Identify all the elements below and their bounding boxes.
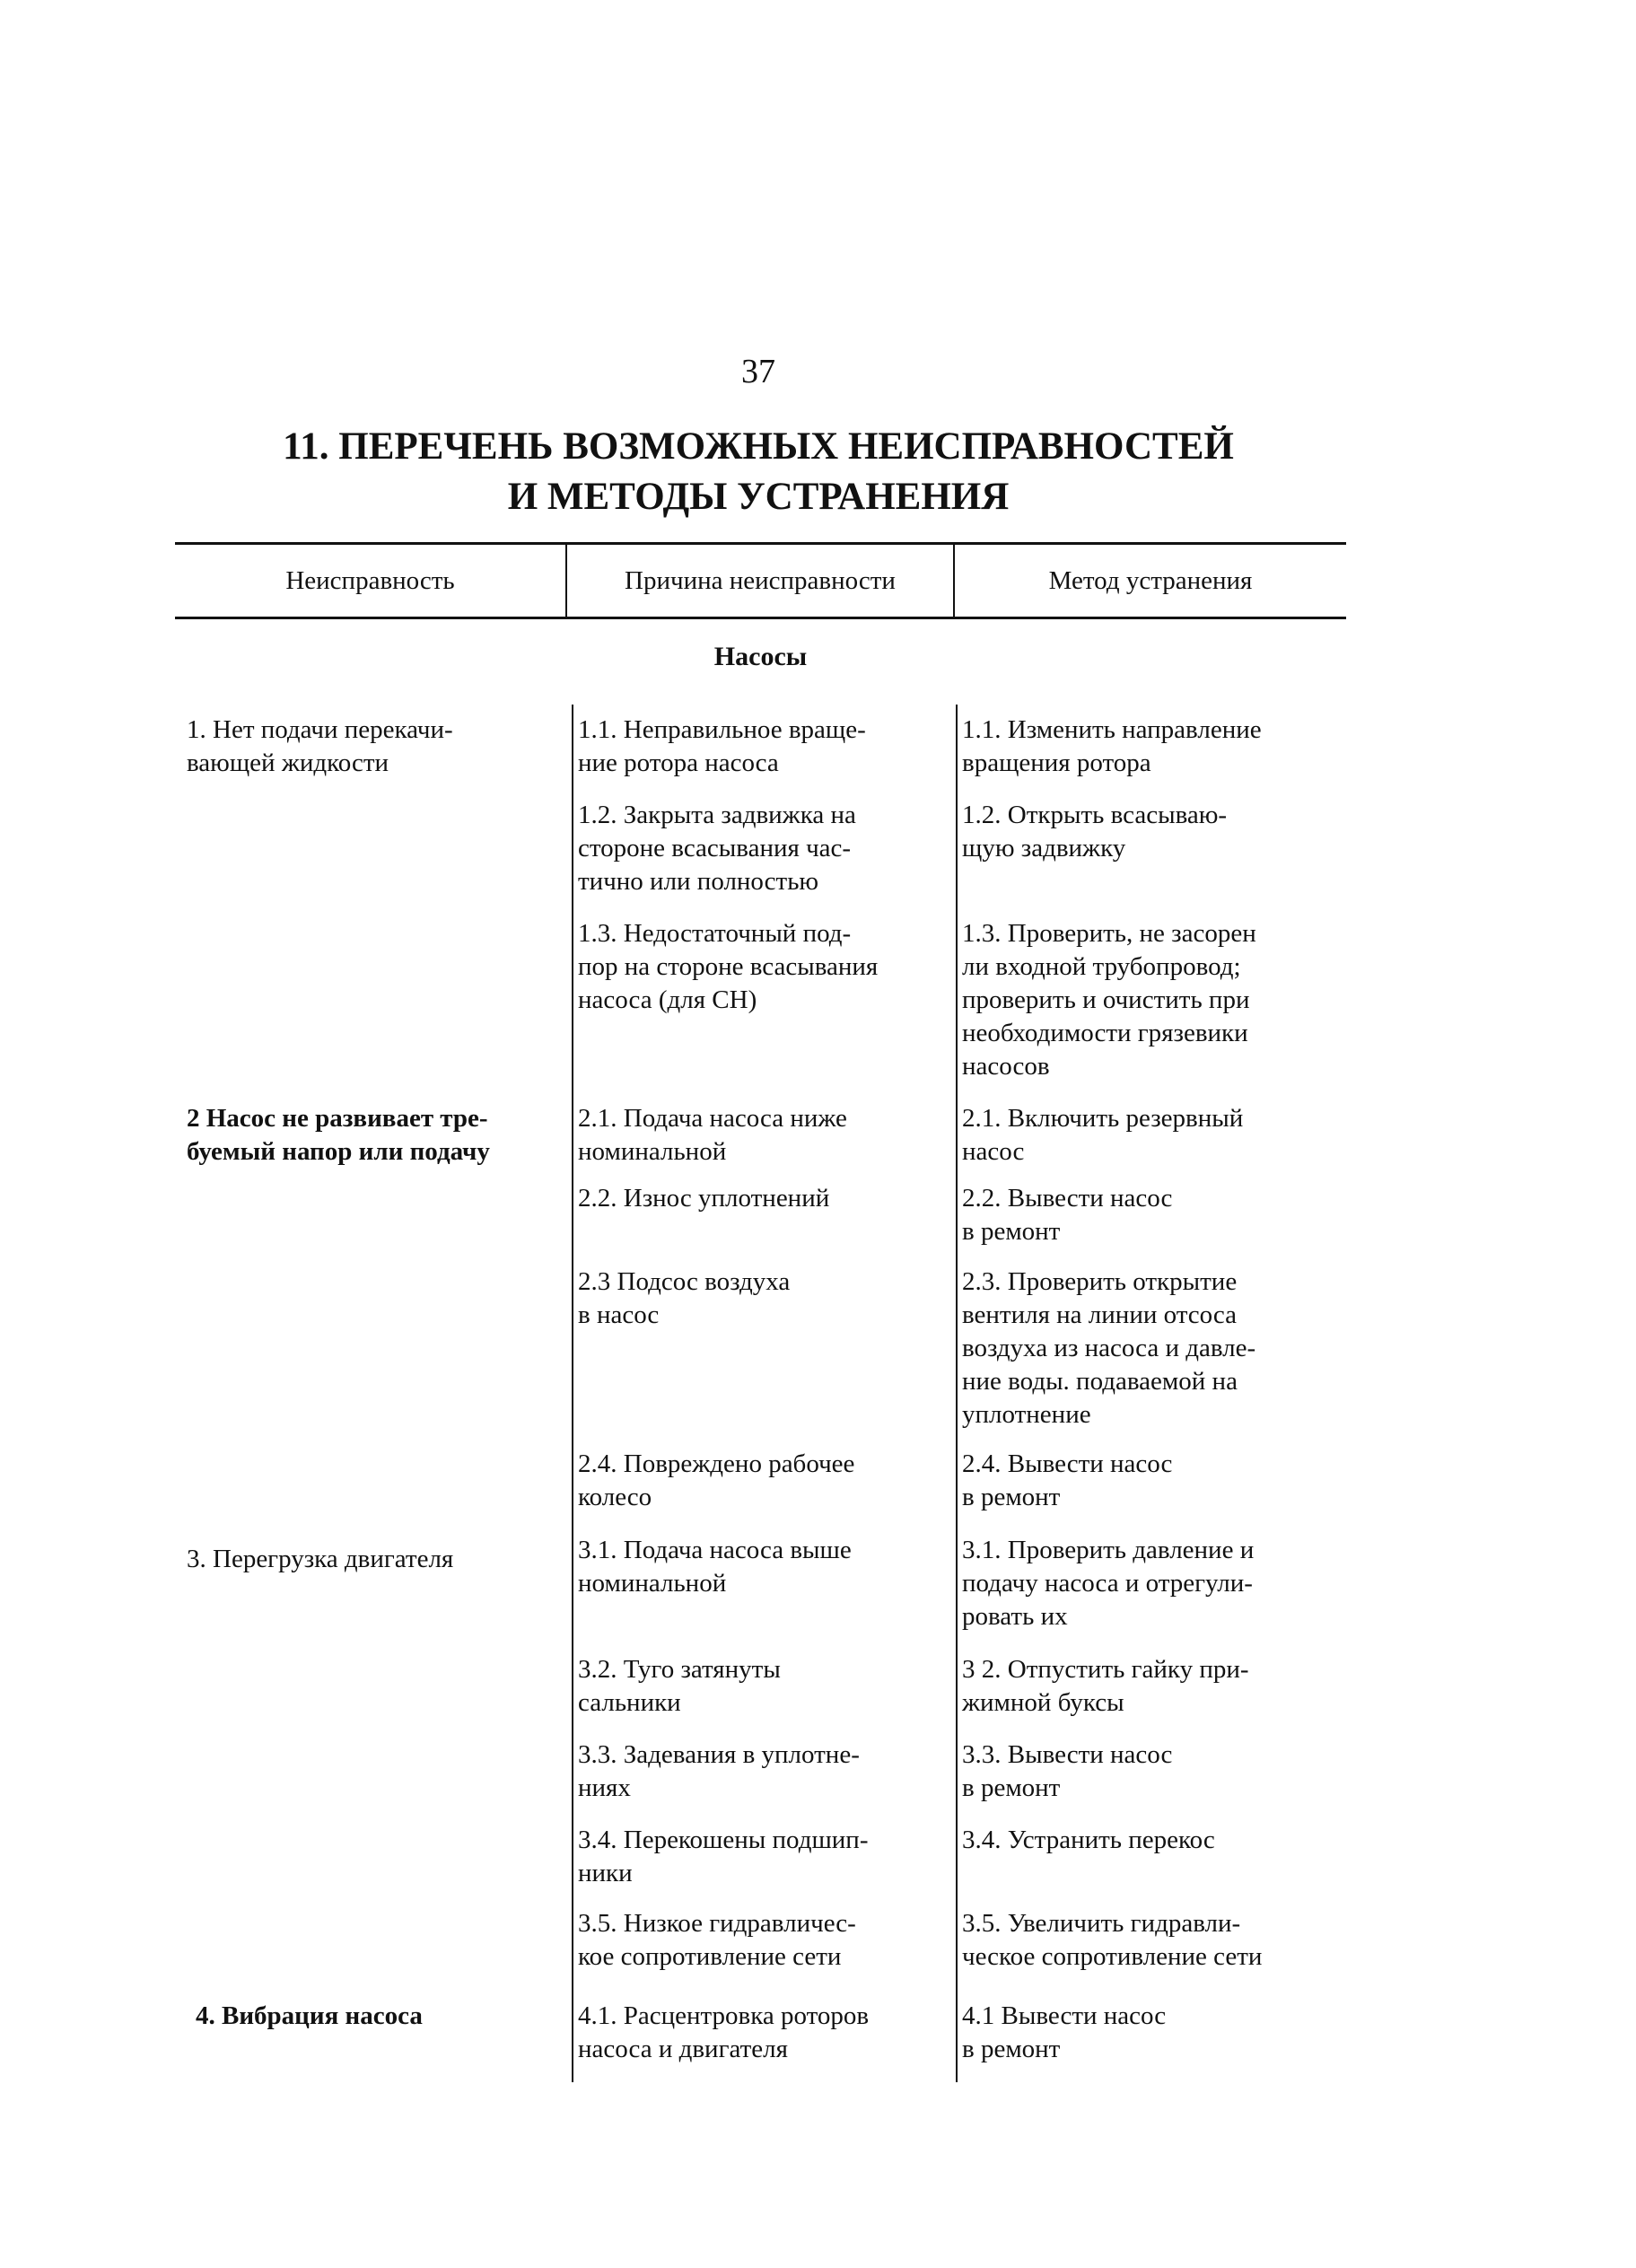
remedy-2-1: 2.1. Включить резервный насос	[962, 1104, 1244, 1166]
body-divider-1	[572, 705, 573, 2082]
title-line-2: И МЕТОДЫ УСТРАНЕНИЯ	[507, 476, 1010, 518]
remedy-4-1: 4.1 Вывести насос в ремонт	[962, 2001, 1167, 2063]
header-remedy: Метод устранения	[1048, 565, 1253, 595]
cause-1-3: 1.3. Недостаточный под- пор на стороне всасывания насоса (для СН)	[578, 919, 879, 1014]
remedy-3-2: 3 2. Отпустить гайку при- жимной буксы	[962, 1655, 1249, 1717]
fault-2: 2 Насос не развивает тре- буемый напор или подачу	[187, 1104, 490, 1166]
remedy-3-5: 3.5. Увеличить гидравли- ческое сопротивление сети	[962, 1909, 1263, 1971]
cause-2-1: 2.1. Подача насоса ниже номинальной	[578, 1104, 847, 1166]
cause-1-1: 1.1. Неправильное враще- ние ротора насоса	[578, 715, 866, 777]
remedy-3-1: 3.1. Проверить давление и подачу насоса и отрегули- ровать их	[962, 1536, 1255, 1631]
section-title: Насосы	[713, 642, 808, 671]
remedy-3-3: 3.3. Вывести насос в ремонт	[962, 1740, 1173, 1802]
header-fault: Неисправность	[285, 565, 455, 595]
cause-2-2: 2.2. Износ уплотнений	[578, 1184, 830, 1213]
remedy-3-4: 3.4. Устранить перекос	[962, 1826, 1215, 1854]
fault-1: 1. Нет подачи перекачи- вающей жидкости	[187, 715, 453, 777]
cause-3-2: 3.2. Туго затянуты сальники	[578, 1655, 781, 1717]
document-title	[0, 422, 1517, 522]
cause-2-4: 2.4. Повреждено рабочее колесо	[578, 1449, 855, 1511]
fault-3: 3. Перегрузка двигателя	[187, 1545, 454, 1573]
remedy-1-1: 1.1. Изменить направление вращения ротора	[962, 715, 1262, 777]
cause-3-5: 3.5. Низкое гидравличес- кое сопротивление сети	[578, 1909, 856, 1971]
header-cause: Причина неисправности	[625, 565, 896, 595]
remedy-2-3: 2.3. Проверить открытие вентиля на линии отсоса воздуха из насоса и давле- ние воды. подаваемой на уплотнение	[962, 1267, 1256, 1429]
title-line-1: 11. ПЕРЕЧЕНЬ ВОЗМОЖНЫХ НЕИСПРАВНОСТЕЙ	[283, 425, 1234, 468]
cause-1-2: 1.2. Закрыта задвижка на стороне всасывания час- тично или полностью	[578, 801, 856, 896]
remedy-1-3: 1.3. Проверить, не засорен ли входной трубопровод; проверить и очистить при необходимости грязевики насосов	[962, 919, 1256, 1081]
cause-3-3: 3.3. Задевания в уплотне- ниях	[578, 1740, 860, 1802]
page-number: 37	[741, 353, 775, 390]
fault-4: 4. Вибрация насоса	[196, 2001, 423, 2030]
cause-3-4: 3.4. Перекошены подшип- ники	[578, 1826, 869, 1887]
remedy-2-2: 2.2. Вывести насос в ремонт	[962, 1184, 1173, 1246]
body-divider-2	[956, 705, 958, 2082]
remedy-1-2: 1.2. Открыть всасываю- щую задвижку	[962, 801, 1228, 863]
remedy-2-4: 2.4. Вывести насос в ремонт	[962, 1449, 1173, 1511]
cause-2-3: 2.3 Подсос воздуха в насос	[578, 1267, 791, 1329]
cause-4-1: 4.1. Расцентровка роторов насоса и двигателя	[578, 2001, 870, 2063]
cause-3-1: 3.1. Подача насоса выше номинальной	[578, 1536, 852, 1598]
